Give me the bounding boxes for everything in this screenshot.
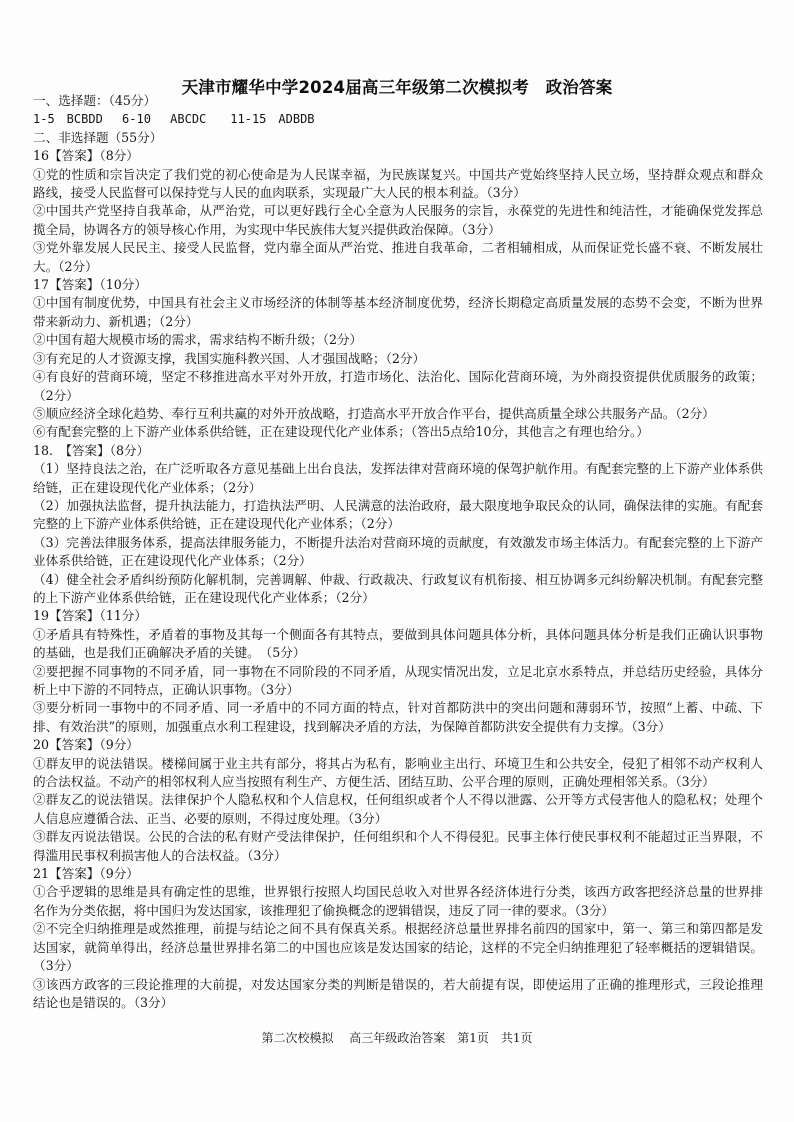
question-16-header: 16【答案】（8分） [33, 148, 139, 164]
question-16-item: ①党的性质和宗旨决定了我们党的初心使命是为人民谋幸福，为民族谋复兴。中国共产党始终坚持人民立场，坚持群众观点和群众路线，接受人民监督可以保持党与人民的血肉联系，实现最广大人民的根本利益。（3分） [33, 166, 763, 201]
question-19-item: ③要分析同一事物中的不同矛盾、同一矛盾中的不同方面的特点，针对首都防洪中的突出问题和薄弱环节，按照“上蓄、中疏、下排、有效治洪”的原则，加强重点水利工程建设，找到解决矛盾的方法，为保障首都防洪安全提供有力支撑。（3分） [33, 700, 763, 734]
question-17-item: ②中国有超大规模市场的需求，需求结构不断升级；（2分） [33, 332, 363, 348]
page-title: 天津市耀华中学2024届高三年级第二次模拟考 政治答案 [181, 78, 613, 97]
question-17-item: ④有良好的营商环境，坚定不移推进高水平对外开放，打造市场化、法治化、国际化营商环境，为外商投资提供优质服务的政策；（2分） [33, 369, 763, 403]
question-19-header: 19【答案】（11分） [33, 608, 147, 624]
question-20-item: ②群友乙的说法错误。法律保护个人隐私权和个人信息权，任何组织或者个人不得以泄露、公开等方式侵害他人的隐私权；处理个人信息应遵循合法、正当、必要的原则，不得过度处理。（3分） [33, 792, 763, 826]
section-heading-choice: 一、选择题：（45分） [33, 93, 157, 108]
question-19-item: ①矛盾具有特殊性，矛盾着的事物及其每一个侧面各有其特点，要做到具体问题具体分析，具体问题具体分析是我们正确认识事物的基础，也是我们正确解决矛盾的关键。 （5分） [33, 626, 763, 661]
question-17-item: ①中国有制度优势，中国具有社会主义市场经济的体制等基本经济制度优势，经济长期稳定高质量发展的态势不会变，不断为世界带来新动力、新机遇；（2分） [33, 295, 763, 329]
question-19-item: ②要把握不同事物的不同矛盾，同一事物在不同阶段的不同矛盾，从现实情况出发，立足北京水系特点，并总结历史经验，具体分析上中下游的不同特点，正确认识事物。（3分） [33, 663, 763, 697]
choice-answers: 1-5 BCBDD 6-10 ABCDC 11-15 ADBDB [33, 112, 315, 127]
question-20-item: ③群友丙说法错误。公民的合法的私有财产受法律保护，任何组织和个人不得侵犯。民事主体行使民事权利不能超过正当界限，不得滥用民事权利损害他人的合法权益。（3分） [33, 829, 763, 863]
question-18-item: （4）健全社会矛盾纠纷预防化解机制，完善调解、仲裁、行政裁决、行政复议有机衔接、相互协调多元纠纷解决机制。有配套完整的上下游产业体系供给链，正在建设现代化产业体系；（2分） [33, 571, 763, 605]
question-18-item: （2）加强执法监督，提升执法能力，打造执法严明、人民满意的法治政府，最大限度地争取民众的认同，确保法律的实施。有配套完整的上下游产业体系供给链，正在建设现代化产业体系；（2分） [33, 497, 763, 532]
section-heading-non-choice: 二、非选择题（55分） [33, 129, 163, 145]
question-18-item: （3）完善法律服务体系，提高法律服务能力，不断提升法治对营商环境的贡献度，有效激发市场主体活力。有配套完整的上下游产业体系供给链，正在建设现代化产业体系；（2分） [33, 534, 763, 569]
answer-content [33, 92, 763, 1012]
question-20-item: ①群友甲的说法错误。楼梯间属于业主共有部分，将其占为私有，影响业主出行、环境卫生和公共安全，侵犯了相邻不动产权利人的合法权益。不动产的相邻权利人应当按照有利生产、方便生活、团结互助、公平合理的原则，正确处理相邻关系。（3分） [33, 755, 763, 790]
question-21-item: ③该西方政客的三段论推理的大前提，对发达国家分类的判断是错误的，若大前提有误，即使运用了正确的推理形式，三段论推理结论也是错误的。（3分） [33, 976, 763, 1010]
question-16-item: ③党外靠发展人民民主、接受人民监督，党内靠全面从严治党、推进自我革命，二者相辅相成，从而保证党长盛不衰、不断发展壮大。（2分） [33, 240, 763, 274]
question-21-item: ①合乎逻辑的思维是具有确定性的思维，世界银行按照人均国民总收入对世界各经济体进行分类，该西方政客把经济总量的世界排名作为分类依据，将中国归为发达国家，该推理犯了偷换概念的逻辑错误，违反了同一律的要求。（3分） [33, 884, 763, 918]
question-17-header: 17【答案】（10分） [33, 277, 147, 293]
question-17-item: ③有充足的人才资源支撑，我国实施科教兴国、人才强国战略；（2分） [33, 350, 426, 366]
question-21-item: ②不完全归纳推理是或然推理，前提与结论之间不具有保真关系。根据经济总量世界排名前四的国家中，第一、第三和第四都是发达国家，就简单得出，经济总量世界排名第二的中国也应该是发达国家的结论，这样的不完全归纳推理犯了轻率概括的逻辑错误。（3分） [33, 921, 763, 974]
question-18-header: 18. 【答案】（8分） [33, 442, 150, 458]
page-footer: 第二次校模拟 高三年级政治答案 第1页 共1页 [261, 1031, 533, 1045]
question-18-item: （1）坚持良法之治，在广泛听取各方意见基础上出台良法，发挥法律对营商环境的保驾护航作用。有配套完整的上下游产业体系供给链，正在建设现代化产业体系；（2分） [33, 461, 763, 495]
question-21-header: 21【答案】（9分） [33, 866, 139, 882]
question-20-header: 20【答案】（9分） [33, 737, 139, 753]
question-17-item: ⑤顺应经济全球化趋势、奉行互利共赢的对外开放战略，打造高水平开放合作平台，提供高质量全球公共服务产品。（2分） [33, 405, 715, 421]
question-16-item: ②中国共产党坚持自我革命，从严治党，可以更好践行全心全意为人民服务的宗旨，永葆党的先进性和纯洁性，才能确保党发挥总揽全局，协调各方的领导核心作用，为实现中华民族伟大复兴提供政治保障。（3分） [33, 203, 763, 237]
question-17-item: ⑥有配套完整的上下游产业体系供给链，正在建设现代化产业体系；（答出5点给10分，其他言之有理也给分。） [33, 424, 649, 440]
